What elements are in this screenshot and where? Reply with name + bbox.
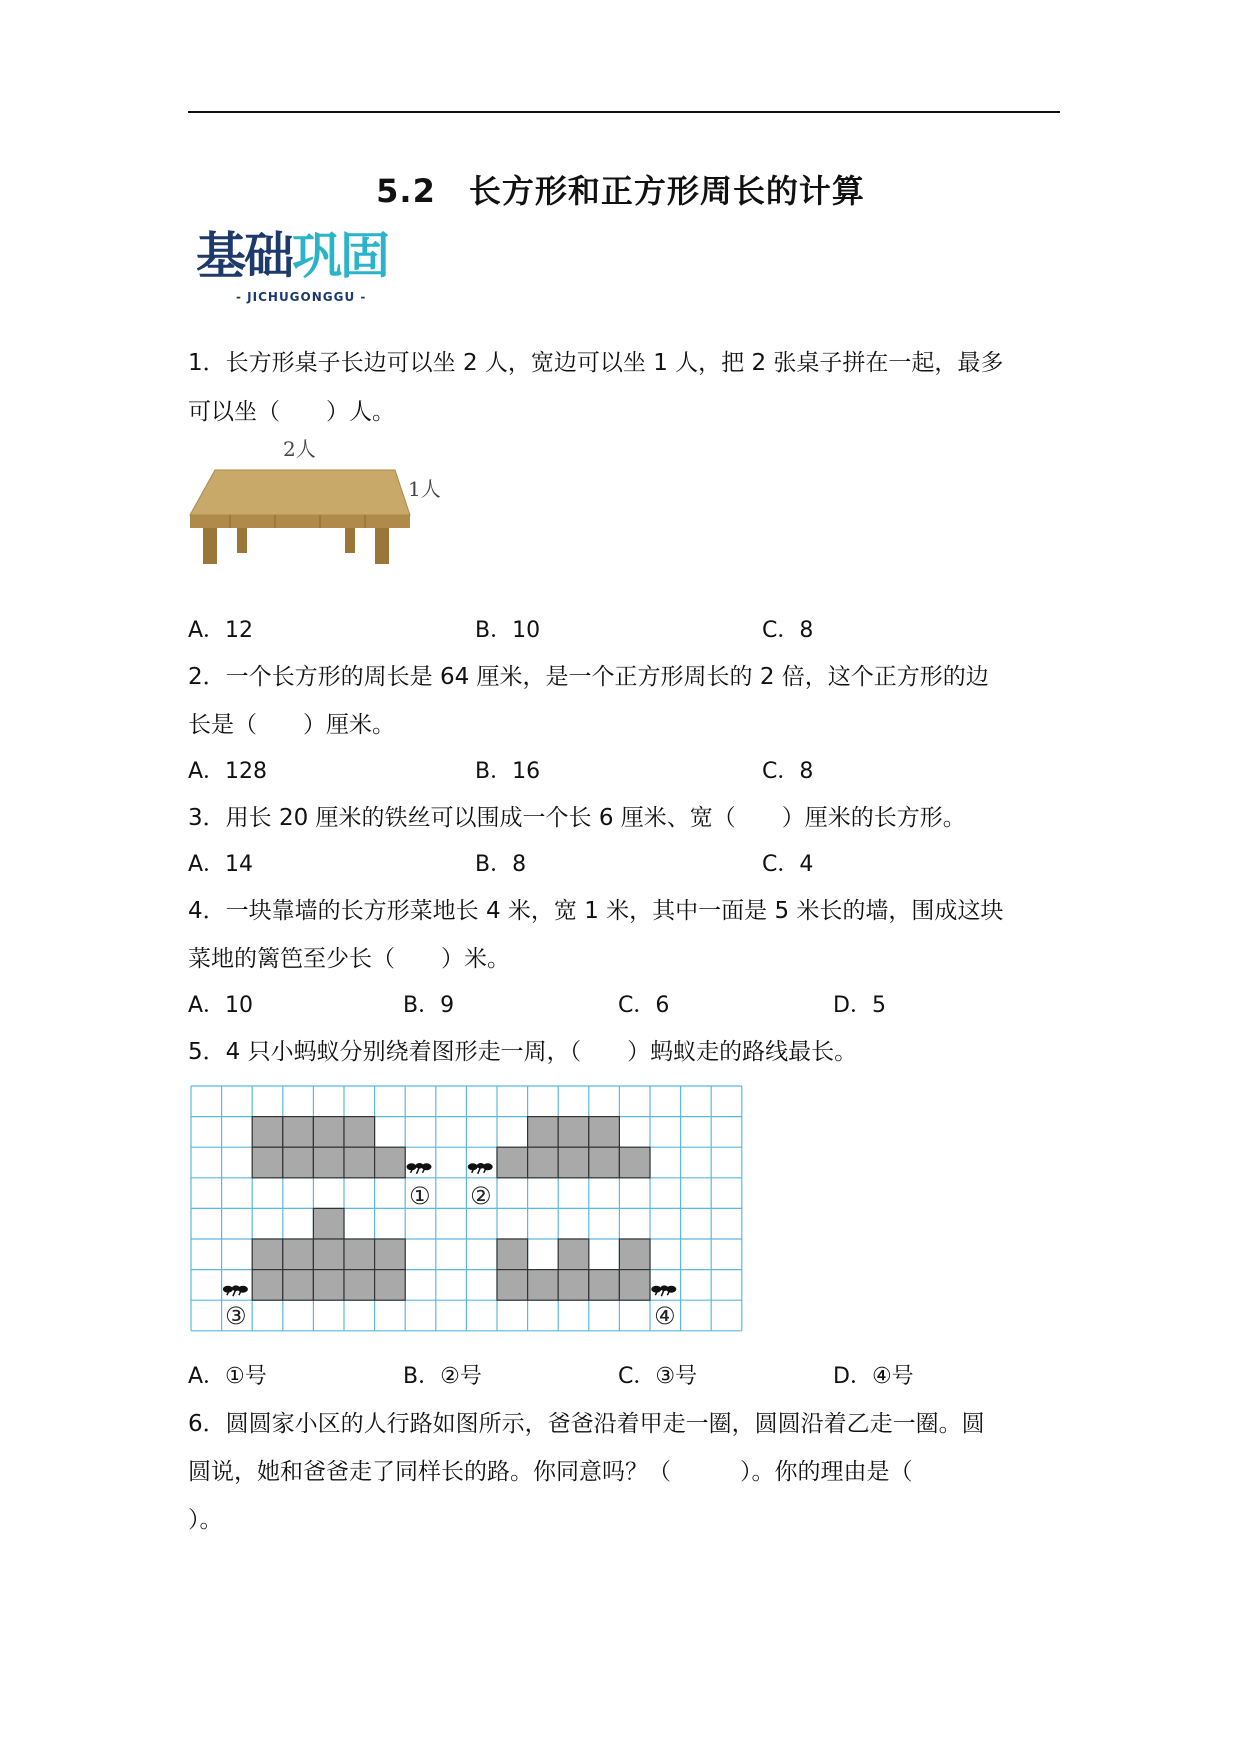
q1-option-c[interactable]: C．8 [762,618,814,643]
q6-line3: ）。 [188,1507,223,1533]
q5-option-a[interactable]: A．①号 [188,1364,267,1389]
q5-option-b[interactable]: B．②号 [403,1364,482,1389]
q4-option-c[interactable]: C．6 [618,993,670,1018]
ant-icon [407,1163,432,1174]
table-leg [237,528,247,553]
shape-cell [497,1239,528,1270]
shape-cell [283,1147,314,1178]
shape-cell [528,1117,559,1148]
shape-cell [589,1117,620,1148]
shape-cell [344,1270,375,1301]
q2-option-b[interactable]: B．16 [475,759,541,784]
q3-line1: 3．用长 20 厘米的铁丝可以围成一个长 6 厘米、宽（ ）厘米的长方形。 [188,805,966,831]
shape-cell [619,1239,650,1270]
shape-cell [252,1239,283,1270]
shape-cell [619,1270,650,1301]
shape-cell [375,1239,406,1270]
shape-cell [375,1147,406,1178]
shape-cell [283,1270,314,1301]
q3-option-c[interactable]: C．4 [762,852,814,877]
q2-line1: 2．一个长方形的周长是 64 厘米，是一个正方形周长的 2 倍，这个正方形的边 [188,664,989,690]
shape-cell [313,1270,344,1301]
q6-line2: 圆说，她和爸爸走了同样长的路。你同意吗？（ ）。你的理由是（ [188,1459,913,1485]
shape-cell [344,1147,375,1178]
q4-option-b[interactable]: B．9 [403,993,455,1018]
section-logo [196,228,388,284]
q2-option-c[interactable]: C．8 [762,759,814,784]
header-rule [188,111,1060,113]
ant-label-2: ② [470,1182,492,1210]
q5-line1: 5．4 只小蚂蚁分别绕着图形走一周，（ ）蚂蚁走的路线最长。 [188,1039,858,1065]
shape-cell [252,1147,283,1178]
q4-line2: 菜地的篱笆至少长（ ）米。 [188,946,510,972]
shape-cell [375,1270,406,1301]
shape-cell [497,1270,528,1301]
shape-cell [283,1239,314,1270]
shape-cell [528,1147,559,1178]
ant-label-1: ① [409,1182,431,1210]
q5-option-d[interactable]: D．④号 [833,1364,914,1389]
shape-cell [252,1270,283,1301]
ant-icon [651,1285,676,1296]
shape-cell [589,1147,620,1178]
shape-cell [313,1208,344,1239]
shape-cell [589,1270,620,1301]
shape-cell [619,1147,650,1178]
q4-option-d[interactable]: D．5 [833,993,886,1018]
shape-cell [558,1270,589,1301]
page-title: 5.2 长方形和正方形周长的计算 [376,172,865,210]
shape-cell [313,1117,344,1148]
ant-icon [468,1163,493,1174]
table-figure [185,440,455,575]
ant-label-3: ③ [225,1302,247,1330]
q2-option-a[interactable]: A．128 [188,759,268,784]
q3-option-a[interactable]: A．14 [188,852,254,877]
label-long-side: 2人 [283,437,316,461]
shape-cell [283,1117,314,1148]
q1-option-b[interactable]: B．10 [475,618,541,643]
logo-text-1: 基础 [196,227,292,285]
ant-grid-figure [190,1085,743,1335]
shape-cell [558,1117,589,1148]
table-leg [203,528,217,564]
table-top [190,470,410,515]
q4-line1: 4．一块靠墙的长方形菜地长 4 米，宽 1 米，其中一面是 5 米长的墙，围成这块 [188,898,1004,924]
q1-option-a[interactable]: A．12 [188,618,254,643]
q3-option-b[interactable]: B．8 [475,852,527,877]
shape-cell [313,1147,344,1178]
ant-label-4: ④ [654,1302,676,1330]
table-apron [190,515,410,528]
shape-cell [344,1239,375,1270]
shape-cell [528,1270,559,1301]
q6-line1: 6．圆圆家小区的人行路如图所示，爸爸沿着甲走一圈，圆圆沿着乙走一圈。圆 [188,1411,985,1437]
table-leg [375,528,389,564]
shape-cell [497,1147,528,1178]
shape-cell [558,1239,589,1270]
shape-cell [252,1117,283,1148]
shape-cell [313,1239,344,1270]
q4-option-a[interactable]: A．10 [188,993,254,1018]
shape-cell [558,1147,589,1178]
table-leg [345,528,355,553]
q2-line2: 长是（ ）厘米。 [188,712,395,738]
logo-text-2: 巩固 [292,227,388,285]
q5-option-c[interactable]: C．③号 [618,1364,698,1389]
q1-line2: 可以坐（ ）人。 [188,399,395,425]
label-short-side: 1人 [408,477,441,501]
shape-cell [344,1117,375,1148]
ant-icon [223,1285,248,1296]
q1-line1: 1．长方形桌子长边可以坐 2 人，宽边可以坐 1 人，把 2 张桌子拼在一起，最多 [188,350,1004,376]
logo-subtitle: - JICHUGONGGU - [236,290,367,304]
